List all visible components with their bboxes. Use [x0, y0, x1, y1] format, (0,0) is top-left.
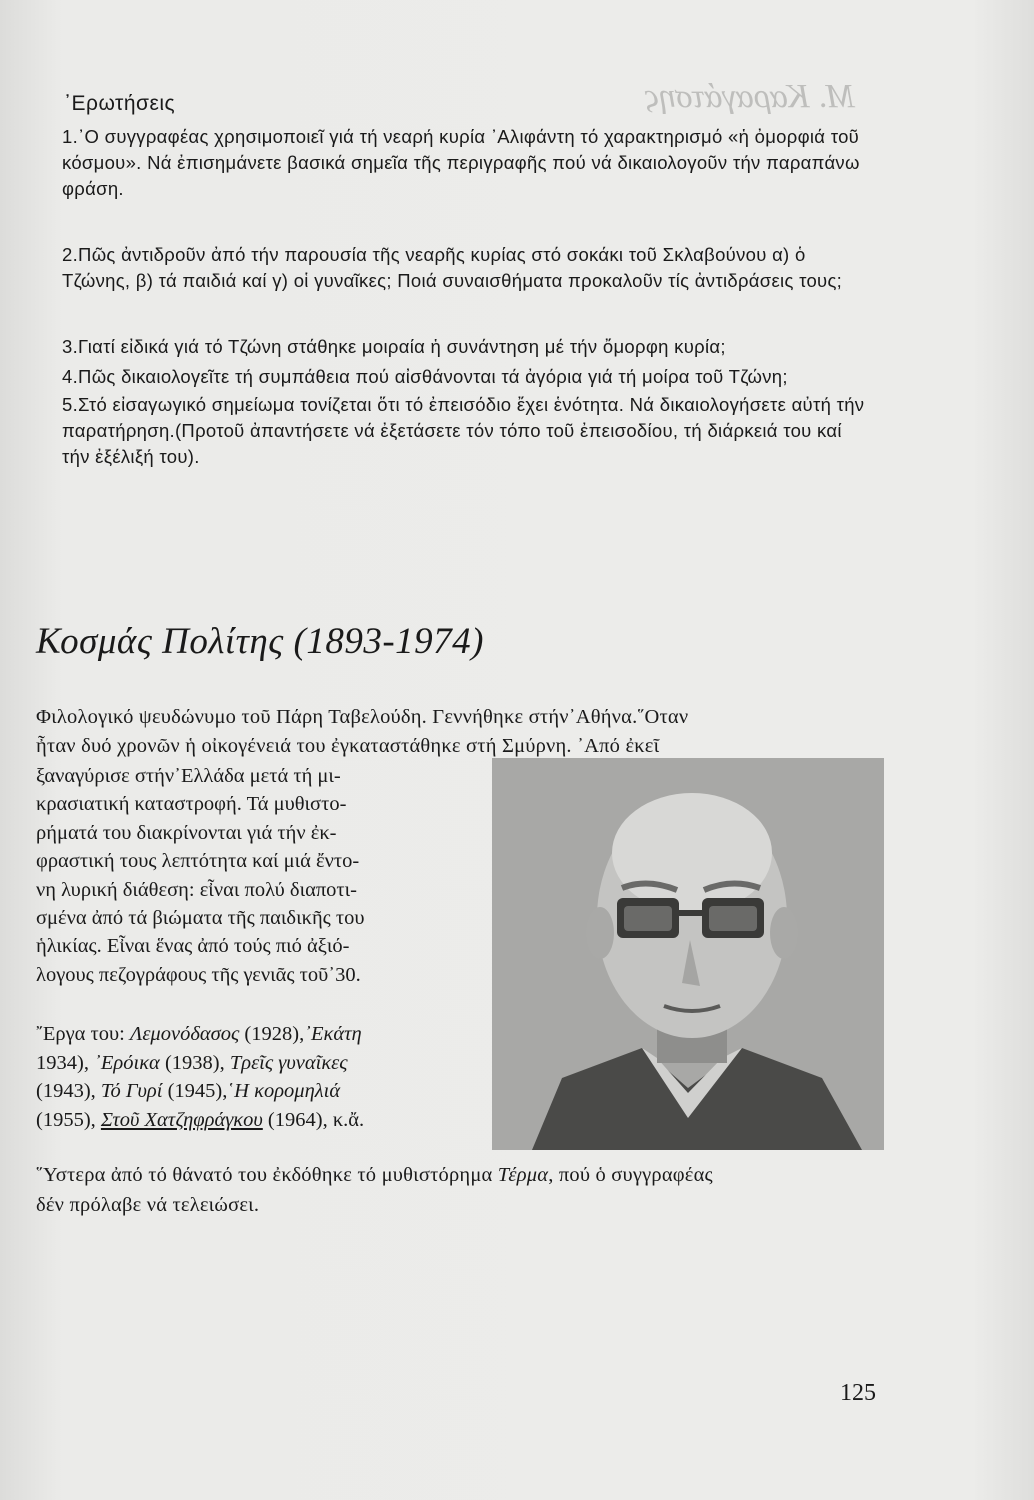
portrait-illustration [492, 758, 884, 1150]
after-death-line-2: δέν πρόλαβε νά τελειώσει. [36, 1194, 260, 1216]
bio-wrap-line: κρασιατική καταστροφή. Τά μυθιστο- [36, 793, 347, 816]
question-2: 2.Πῶς ἀντιδροῦν ἀπό τήν παρουσία τῆς νεαρῆς κυρίας στό σοκάκι τοῦ Σκλαβούνου α) ὁ Τζώνης, β) τά παιδιά καί γ) οἱ γυναῖκες; Ποιά συναισθήματα προκαλοῦν τίς ἀντιδράσεις τους; [62, 244, 843, 291]
author-heading: Κοσμάς Πολίτης (1893-1974) [36, 621, 484, 662]
bio-line-1: Φιλολογικό ψευδώνυμο τοῦ Πάρη Ταβελούδη. Γεννήθηκε στήν᾿Αθήνα.῞Οταν [36, 706, 689, 728]
bio-line-2: ἦταν δυό χρονῶν ἡ οἰκογένειά του ἐγκαταστάθηκε στή Σμύρνη. ᾿Από ἐκεῖ [36, 735, 660, 757]
question-4: 4.Πῶς δικαιολογεῖτε τή συμπάθεια πού αἰσθάνονται τά ἀγόρια γιά τή μοίρα τοῦ Τζώνη; [62, 366, 788, 387]
bio-wrap-line: σμένα ἀπό τά βιώματα τῆς παιδικῆς του [36, 907, 365, 930]
bio-wrap-line: ρήματά του διακρίνονται γιά τήν ἐκ- [36, 821, 337, 844]
after-death-line: ῞Υστερα ἀπό τό θάνατό του ἐκδόθηκε τό μυθιστόρημα Τέρμα, πού ὁ συγγραφέας [36, 1164, 713, 1186]
page-number: 125 [840, 1380, 876, 1406]
bio-wrap-line: φραστική τους λεπτότητα καί μιά ἔντο- [36, 850, 360, 873]
bleed-through-heading: Μ. Καραγάτσης [645, 78, 855, 115]
questions-title: ᾿Ερωτήσεις [64, 92, 176, 115]
bio-wrap-line: ξαναγύρισε στήν᾿Ελλάδα μετά τή μι- [36, 765, 341, 787]
question-3: 3.Γιατί εἰδικά γιά τό Τζώνη στάθηκε μοιραία ἡ συνάντηση μέ τήν ὄμορφη κυρία; [62, 336, 726, 357]
bio-wrap-line: ἡλικίας. Εἶναι ἕνας ἀπό τούς πιό ἀξιό- [36, 935, 350, 958]
question-1: 1.᾿Ο συγγραφέας χρησιμοποιεῖ γιά τή νεαρή κυρία ᾿Αλιφάντη τό χαρακτηρισμό «ἡ ὀμορφιά τοῦ κόσμου». Νά ἐπισημάνετε βασικά σημεῖα τῆς περιγραφῆς πού νά δικαιολογοῦν τήν παραπάνω φράση. [62, 126, 860, 199]
bio-wrap-line: νη λυρική διάθεση: εἶναι πολύ διαποτι- [36, 878, 358, 901]
question-5: 5.Στό εἰσαγωγικό σημείωμα τονίζεται ὅτι τό ἐπεισόδιο ἔχει ἑνότητα. Νά δικαιολογήσετε αὐτή τήν παρατήρηση.(Προτοῦ ἀπαντήσετε νά ἐξετάσετε τόν τόπο τοῦ ἐπεισοδίου, τή διάρκειά του καί τήν ἐξέλιξή του). [62, 394, 865, 467]
works-list: ῎Εργα του: Λεμονόδασος (1928),᾿Εκάτη 1934), ᾿Ερόικα (1938), Τρεῖς γυναῖκες (1943), Τό Γυρί (1945),῾Η κορομηλιά (1955), Στοῦ Χατζηφράγκου (1964), κ.ἄ. [36, 1023, 365, 1131]
bio-wrap-line: λογους πεζογράφους τῆς γενιᾶς τοῦ᾿30. [36, 963, 361, 986]
author-portrait-photo [492, 758, 884, 1150]
bio-wrapped-text [36, 762, 466, 989]
